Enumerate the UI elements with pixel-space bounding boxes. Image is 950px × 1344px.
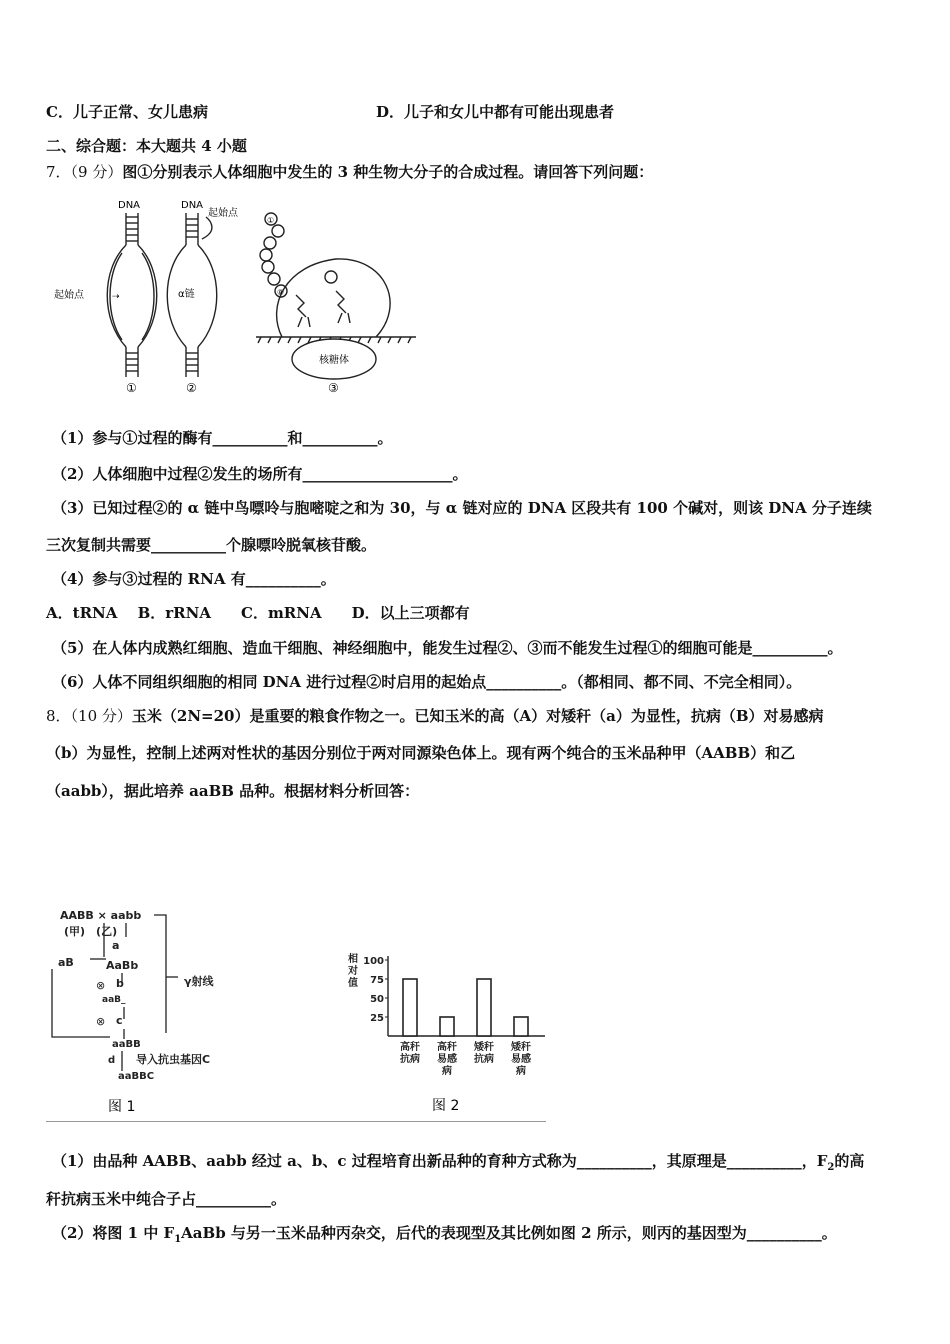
x-category-label: 易感 [511,1054,531,1065]
q7-stem [46,162,653,182]
fig2-caption: 图 2 [432,1098,460,1114]
q8-figure1 [46,905,326,1120]
fig1-aaB: aaB_ [102,995,126,1005]
y-axis-label-char: 相 [348,954,358,965]
fig1-aB-left: aB [58,956,74,969]
fig1-result: aaBBC [118,1071,155,1082]
y-axis-label-char: 值 [348,978,358,989]
y-axis-label-char: 对 [348,966,358,977]
y-tick-label: 25 [370,1013,384,1024]
mark-2: ② [186,381,197,395]
x-category-label: 病 [442,1066,452,1077]
x-category-label: 矮秆 [474,1042,494,1053]
dna-label-2: DNA [181,200,204,211]
ribosome-label: 核糖体 [319,355,349,366]
selfing-icon-2: ⊗ [96,1015,106,1028]
origin-arrow-icon: ⇢ [112,292,120,302]
q7-part6: （6）人体不同组织细胞的相同 DNA 进行过程②时启用的起始点__________。（都相同、都不同、不完全相同）。 [52,673,802,691]
q7-part2: （2）人体细胞中过程②发生的场所有____________________。 [52,465,468,483]
q8-part1a [52,1151,864,1178]
option-d: D．儿子和女儿中都有可能出现患者 [376,103,615,121]
q8-part2-sub: 1 [174,1234,182,1245]
q8-stem-a [46,706,824,726]
fig1-aabb: aaBB [112,1039,141,1050]
y-tick-label: 75 [370,975,384,986]
q7-part5: （5）在人体内成熟红细胞、造血干细胞、神经细胞中，能发生过程②、③而不能发生过程①的细胞可能是__________。 [52,639,843,657]
y-tick-label: 50 [370,994,384,1005]
bar-2 [440,1017,454,1036]
q7-score: （9 分） [70,163,123,181]
q8-part2 [52,1223,837,1250]
q8-stem-c: （aabb），据此培养 aaBB 品种。根据材料分析回答： [46,782,420,800]
fig1-insert: 导入抗虫基因C [136,1053,211,1066]
q7-part4: （4）参与③过程的 RNA 有__________。 [52,570,336,588]
bar-1 [403,979,417,1036]
q7-part4-options: A．tRNA B．rRNA C．mRNA D．以上三项都有 [46,604,470,622]
bead-mid: ⑧ [277,288,285,297]
mark-3: ③ [328,381,339,395]
q8-part2-text-a: （2）将图 1 中 F [52,1224,175,1242]
bead-top: ① [267,216,275,225]
q7-part3b: 三次复制共需要__________个腺嘌呤脱氧核苷酸。 [46,536,377,554]
figure-rule [46,1121,546,1122]
q8-part1-sub: 2 [827,1162,835,1173]
selfing-icon-1: ⊗ [96,979,106,992]
q8-part1a-tail: 的高 [834,1152,865,1170]
fig1-d: d [108,1055,116,1066]
y-tick-label: 100 [363,956,384,967]
x-category-label: 抗病 [400,1054,420,1065]
fig1-cross: AABB × aabb [60,909,142,922]
q7-part3a: （3）已知过程②的 α 链中鸟嘌呤与胞嘧啶之和为 30，与 α 链对应的 DNA 区段共有 100 个碱对，则该 DNA 分子连续 [52,499,872,517]
q8-score: （10 分） [70,707,132,725]
dna-label-1: DNA [118,200,141,211]
q7-number: 7． [46,163,71,181]
q8-figure2-chart [340,950,560,1120]
fig1-gamma: γ射线 [184,975,214,988]
q7-stem-text: 图①分别表示人体细胞中发生的 3 种生物大分子的合成过程。请回答下列问题： [122,163,654,181]
section-title: 二、综合题：本大题共 4 小题 [46,137,247,155]
fig1-a: a [112,939,120,952]
fig1-parents: (甲) (乙) [64,925,118,938]
bar-4 [514,1017,528,1036]
x-category-label: 矮秆 [511,1042,531,1053]
bar-3 [477,979,491,1036]
fig1-caption: 图 1 [108,1099,136,1115]
q8-stem-b: （b）为显性，控制上述两对性状的基因分别位于两对同源染色体上。现有两个纯合的玉米品种甲（AABB）和乙 [46,744,796,762]
q8-number: 8． [46,707,71,725]
x-category-label: 抗病 [474,1054,494,1065]
origin-label-left: 起始点 [54,290,84,301]
q8-stem-a-text: 玉米（2N=20）是重要的粮食作物之一。已知玉米的高（A）对矮秆（a）为显性，抗病（B）对易感病 [131,707,824,725]
fig1-f1: AaBb [106,959,139,972]
origin-label-top: 起始点 [208,208,238,219]
q8-part2-text-b: AaBb 与另一玉米品种丙杂交，后代的表现型及其比例如图 2 所示，则丙的基因型为__________。 [181,1224,837,1242]
x-category-label: 高秆 [437,1042,457,1053]
q7-part1: （1）参与①过程的酶有__________和__________。 [52,429,393,447]
x-category-label: 高秆 [400,1042,420,1053]
x-category-label: 易感 [437,1054,457,1065]
q7-figure [46,195,466,395]
fig1-c: c [116,1014,123,1027]
fig1-b: b [116,977,124,990]
q8-part1a-text: （1）由品种 AABB、aabb 经过 a、b、c 过程培育出新品种的育种方式称为__________，其原理是__________，F [52,1152,828,1170]
x-category-label: 病 [516,1066,526,1077]
option-c: C．儿子正常、女儿患病 [46,103,208,121]
q8-part1b: 秆抗病玉米中纯合子占__________。 [46,1190,287,1208]
mark-1: ① [126,381,137,395]
alpha-chain-label: α链 [178,289,195,300]
